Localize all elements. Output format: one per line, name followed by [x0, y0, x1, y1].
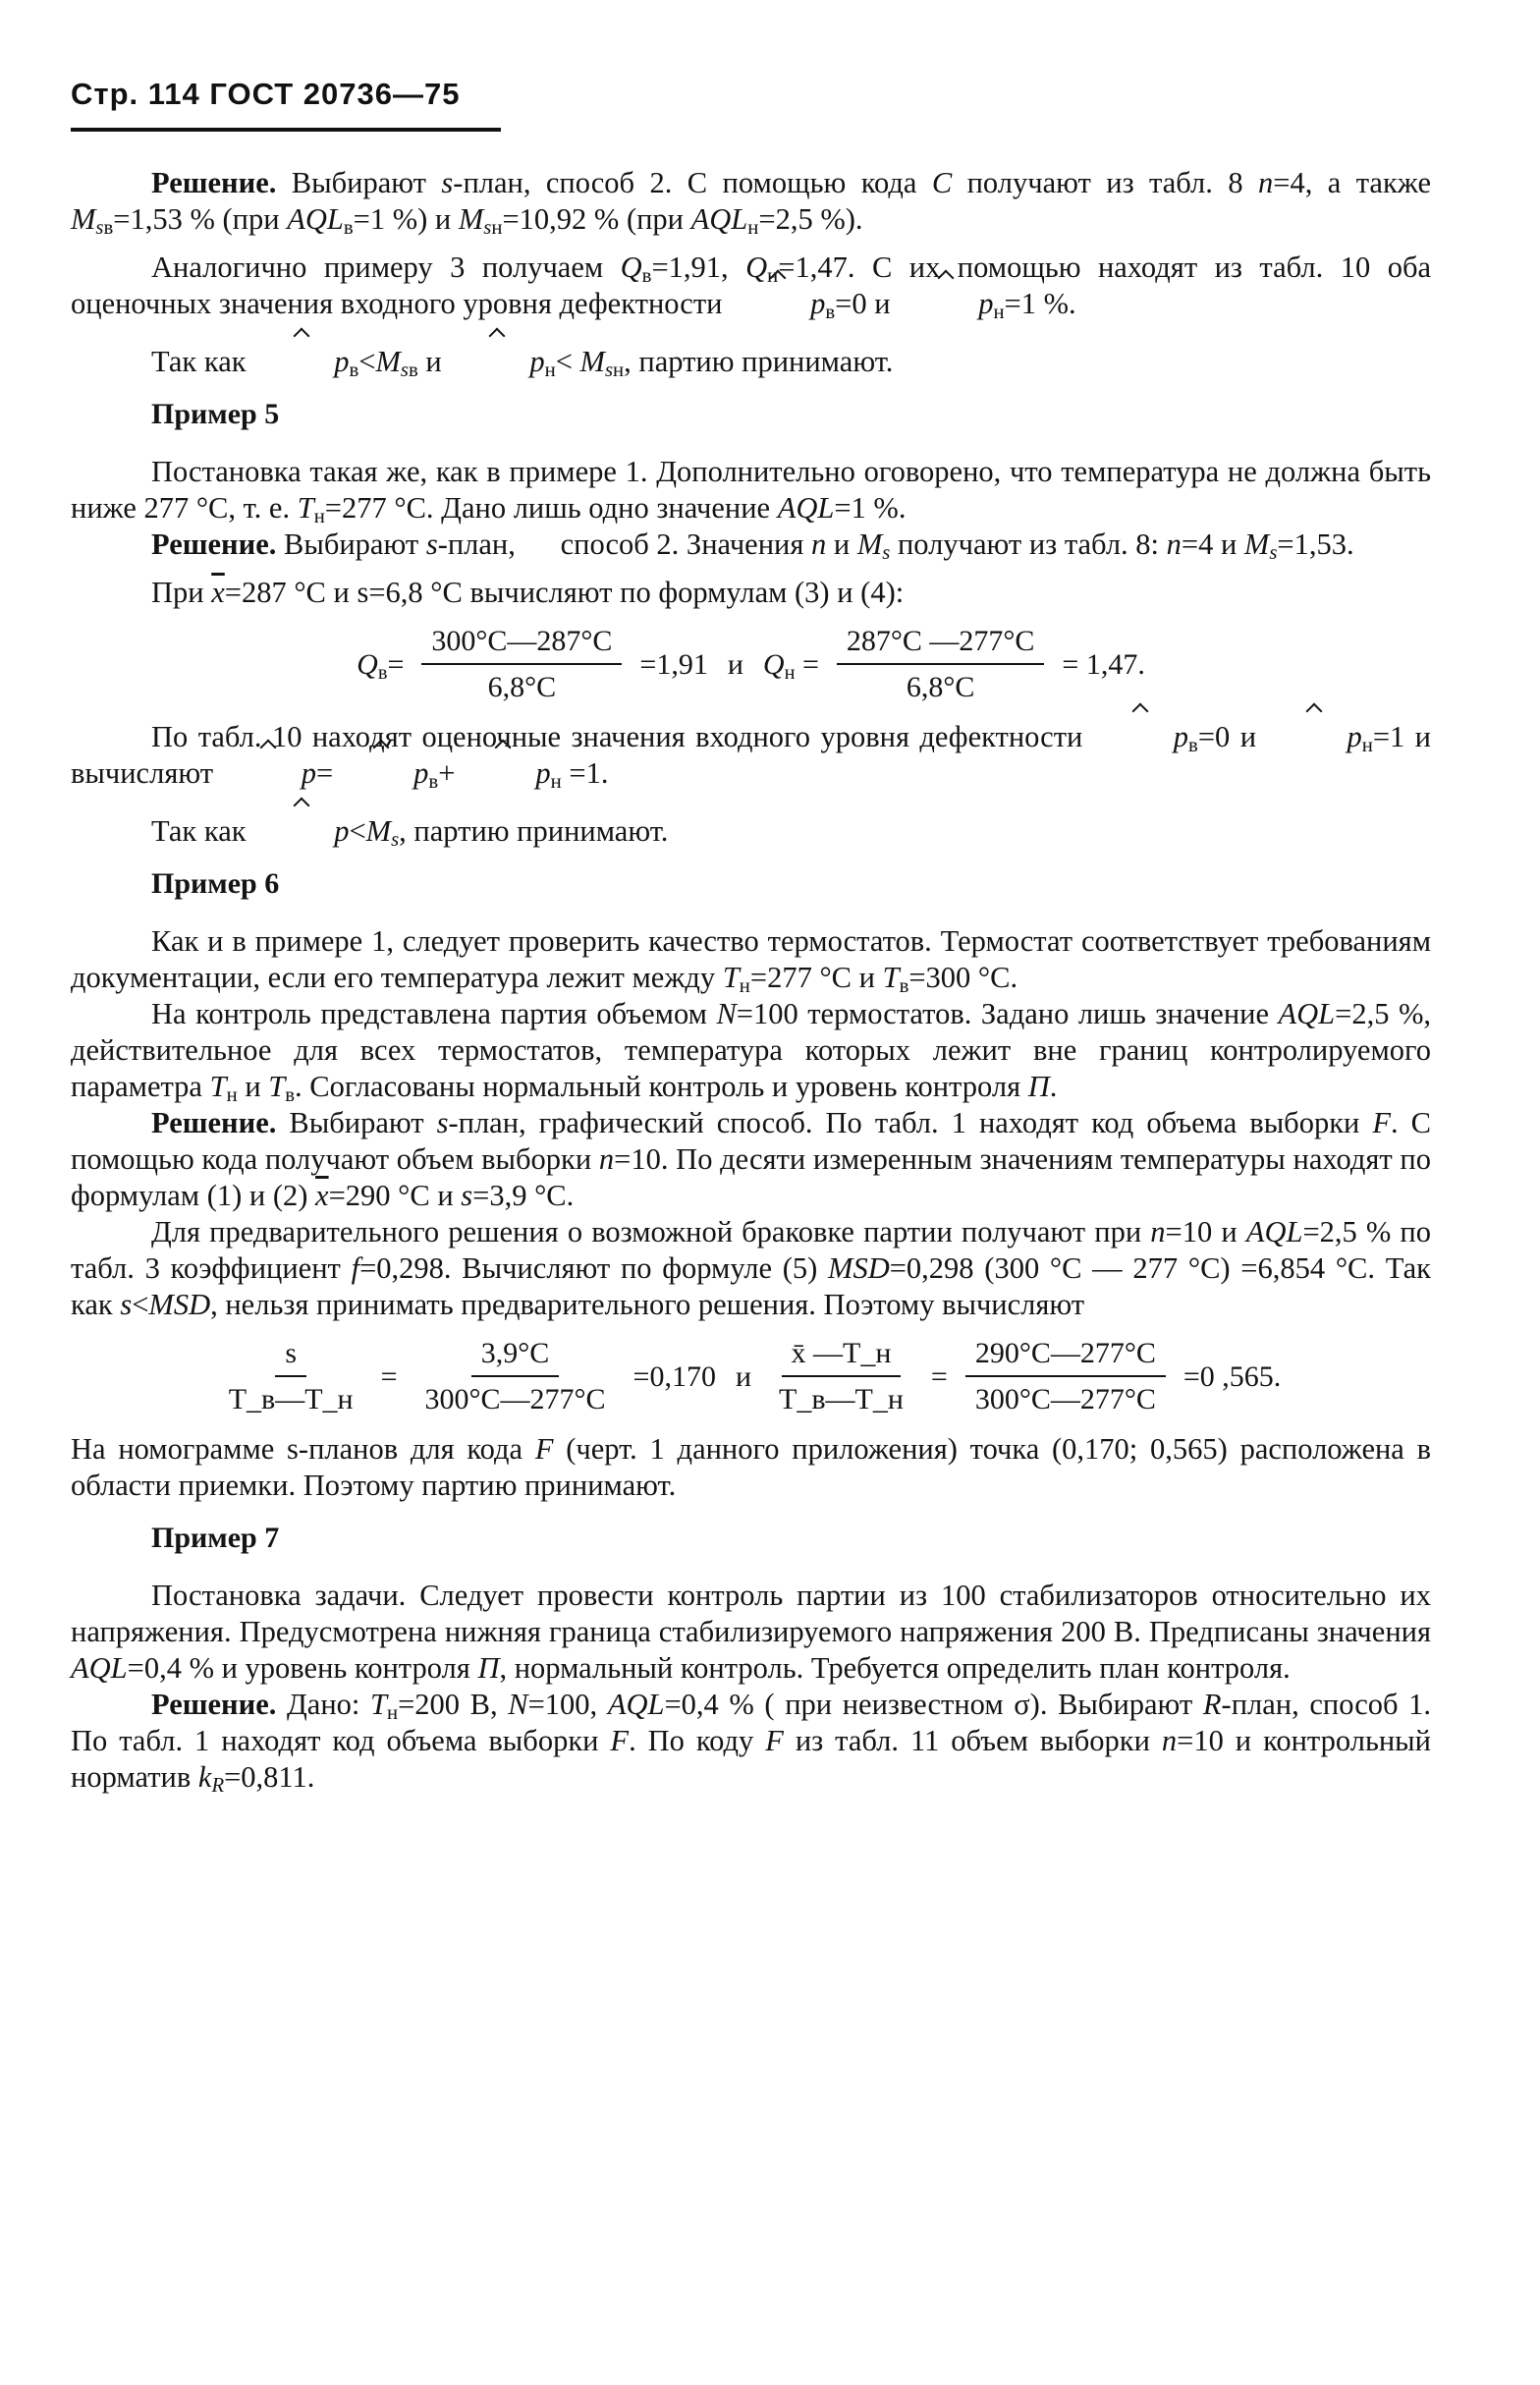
f2-numerator: 3,9°С [471, 1335, 560, 1377]
qv-numerator: 300°С—287°С [421, 623, 622, 665]
document-body [71, 165, 1431, 1796]
qv-denominator: 6,8°С [487, 671, 557, 703]
formula-and: и [735, 1359, 752, 1393]
equals-sign: = [380, 1359, 398, 1393]
example-6-formula [71, 1335, 1431, 1417]
solution-lead: Решение. [151, 166, 277, 199]
solution-lead: Решение. [151, 527, 277, 561]
f2-denominator: 300°С—277°С [424, 1383, 606, 1415]
value-1: =0,170 [632, 1359, 716, 1393]
qv-value: =1,91 [639, 647, 708, 681]
solution-lead: Решение. [151, 1688, 277, 1721]
example-7-heading: Пример 7 [151, 1522, 280, 1554]
page-header: Стр. 114 ГОСТ 20736—75 [71, 77, 461, 111]
qn-label: $Q_н$ = [762, 647, 819, 684]
f2-fraction [415, 1335, 616, 1417]
example-6-conclusion: На номограмме s-планов для кода F (черт. 1 данного приложения) точка (0,170; 0,565) расположена в области приемки. Поэтому партию принимают. [71, 1432, 1431, 1502]
f1-numerator: s [275, 1335, 306, 1377]
conclusion-paragraph: Так как $p_в<M_{sв}$ и $p_н< M_{sн}$, партию принимают. [151, 345, 894, 382]
example-6-preliminary: Для предварительного решения о возможной браковке партии получают при n=10 и AQL=2,5 % по табл. 3 коэффициент f=0,298. Вычисляют по формуле (5) MSD=0,298 (300 °С — 277 °С) =6,854 °С. Так как s<MSD, нельзя принимать предварительного решения. Поэтому вычисляют [71, 1215, 1431, 1321]
f1-denominator: T_в—T_н [228, 1383, 354, 1415]
qn-value: = 1,47. [1062, 647, 1145, 681]
f1-fraction [219, 1335, 363, 1417]
qn-denominator: 6,8°С [906, 671, 975, 703]
example-5-statement: Постановка такая же, как в примере 1. Дополнительно оговорено, что температура не должна быть ниже 277 °С, т. е. $T_н=277$ °С. Дано лишь одно значение AQL=1 %. [71, 455, 1431, 528]
f4-fraction [965, 1335, 1166, 1417]
example-5-formula [71, 623, 1431, 705]
example-7-solution: Решение. Дано: $T_н=200$ В, N=100, AQL=0,4 % ( при неизвестном σ). Выбирают R-план, способ 1. По табл. 1 находят код объема выборки F. По коду F из табл. 11 объем выборки n=10 и контрольный норматив $k_R=0,811$. [71, 1688, 1432, 1798]
example-5-table-lookup: По табл. 10 находят оценочные значения входного уровня дефектности $p_в=0$ и $p_н=1$ и вычисляют $p= p_в+ p_н =1$. [71, 720, 1431, 794]
f4-numerator: 290°С—277°С [965, 1335, 1166, 1377]
example-6-batch: На контроль представлена партия объемом N=100 термостатов. Задано лишь значение AQL=2,5 %, действительное для всех термостатов, температура которых лежит вне границ контролируемого параметра $T_н$ и $T_в$. Согласованы нормальный контроль и уровень контроля П. [71, 997, 1431, 1107]
f4-denominator: 300°С—277°С [974, 1383, 1156, 1415]
solution-paragraph: Решение. Выбирают s-план, способ 2. С помощью кода C получают из табл. 8 n=4, а также $M_{sв}=1,53$ % (при $AQL_в=1$ %) и $M_{sн}=10,92$ % (при $AQL_н=2,5$ %). [71, 166, 1431, 240]
example-6-statement: Как и в примере 1, следует проверить качество термостатов. Термостат соответствует требованиям документации, если его температура лежит между $T_н=277$ °С и $T_в=300$ °С. [71, 924, 1431, 998]
header-rule [71, 128, 501, 132]
example-5-conclusion: Так как $p<M_s$, партию принимают. [151, 814, 669, 852]
formula-and: и [727, 647, 743, 681]
f3-fraction [769, 1335, 913, 1417]
example-5-solution: Решение. Выбирают s-план, способ 2. Значения n и $M_s$ получают из табл. 8: n=4 и $M_s=1,53$. [151, 527, 1354, 565]
qv-fraction [421, 623, 622, 705]
qn-fraction [837, 623, 1045, 705]
equals-sign: = [930, 1359, 948, 1393]
example-5-heading: Пример 5 [151, 398, 280, 430]
qn-numerator: 287°С —277°С [837, 623, 1045, 665]
example-5-calc-intro: При $\overline{x}=287$ °С и s=6,8 °С вычисляют по формулам (3) и (4): [151, 576, 905, 609]
f3-denominator: T_в—T_н [779, 1383, 904, 1415]
value-2: =0 ,565. [1182, 1359, 1282, 1393]
example-7-statement: Постановка задачи. Следует провести контроль партии из 100 стабилизаторов относительно их напряжения. Предусмотрена нижняя граница стабилизируемого напряжения 200 В. Предписаны значения AQL=0,4 % и уровень контроля П, нормальный контроль. Требуется определить план контроля. [71, 1579, 1431, 1685]
example-6-heading: Пример 6 [151, 867, 280, 900]
qv-label: $Q_в=$ [357, 647, 405, 684]
example-6-solution: Решение. Выбирают s-план, графический способ. По табл. 1 находят код объема выборки F. С помощью кода получают объем выборки n=10. По десяти измеренным значениям температуры находят по формулам (1) и (2) $\overline{x}=290$ °С и s=3,9 °С. [71, 1106, 1431, 1212]
analog-paragraph: Аналогично примеру 3 получаем $Q_в=1,91$, $Q_н=1,47$. С их помощью находят из табл. 10 оба оценочных значения входного уровня дефектности $p_в=0$ и $p_н=1$ %. [71, 250, 1431, 324]
f3-numerator: x̄ —T_н [782, 1335, 902, 1377]
solution-lead: Решение. [151, 1106, 277, 1139]
